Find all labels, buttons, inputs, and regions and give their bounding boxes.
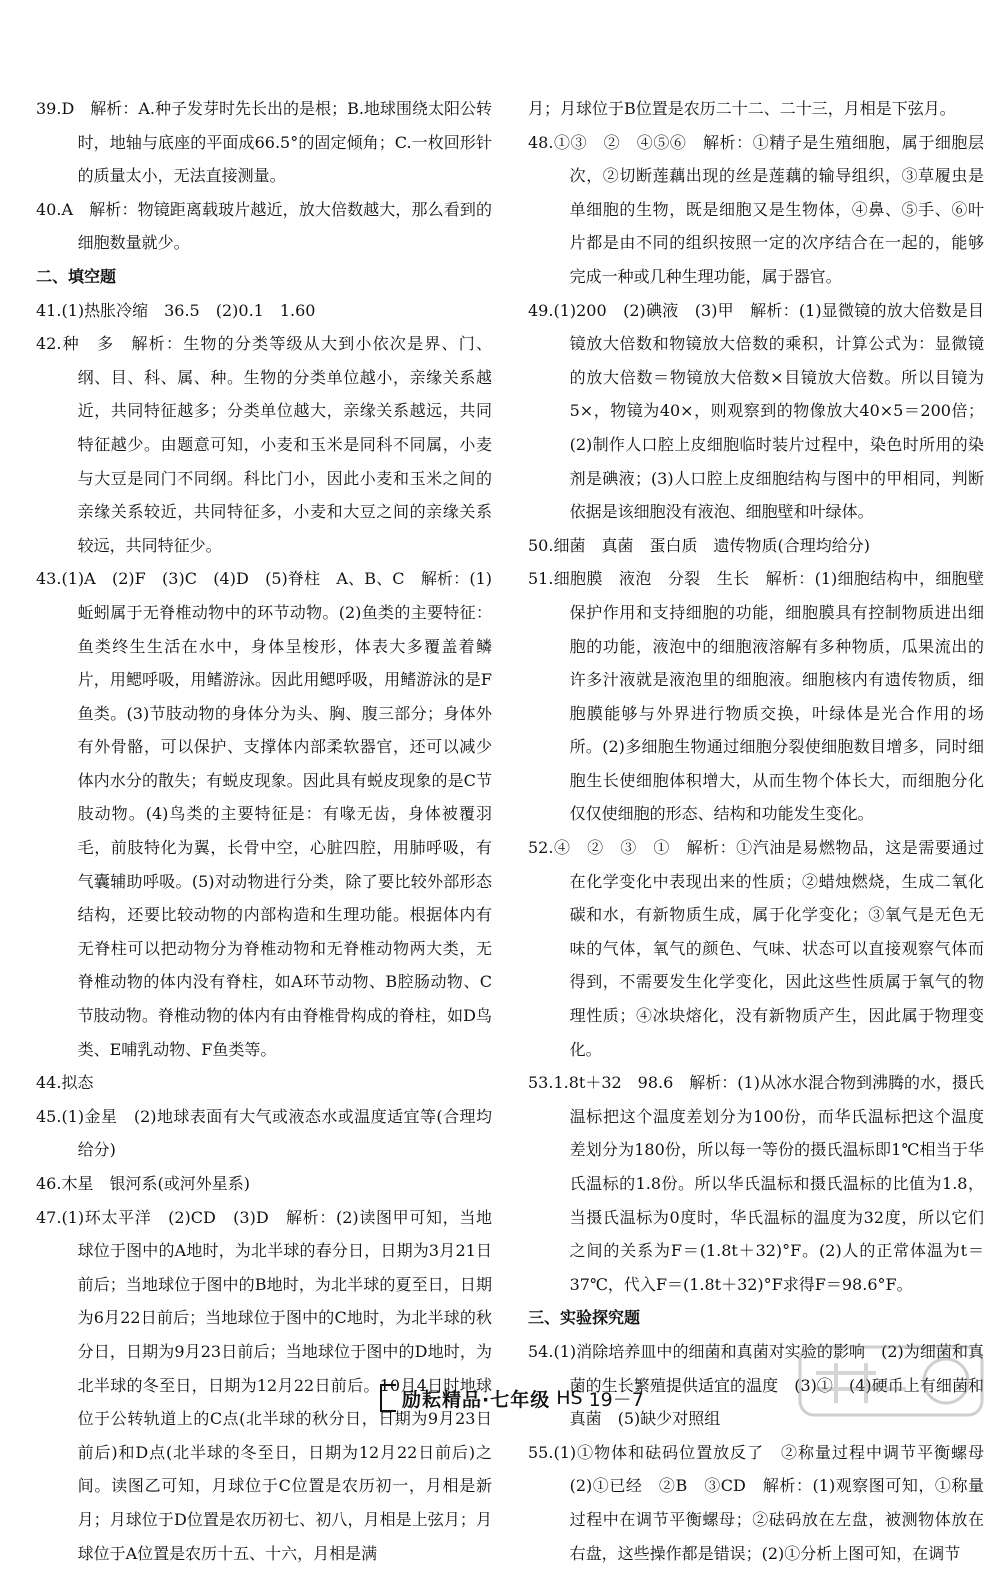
page-footer [380, 1380, 644, 1416]
answer-50: 50.细菌 真菌 蛋白质 遗传物质(合理均给分) [528, 535, 870, 555]
answer-47: 47.(1)环太平洋 (2)CD (3)D 解析：(2)读图甲可知，当地球位于图中的A地时，为北半球的春分日，日期为3月21日前后；当地球位于图中的B地时，为北半球的夏至日，日期为6月22日前后；当地球位于图中的C地时，为北半球的秋分日，日期为9月23日前后；当地球位于图中的D地时，为北半球的冬至日，日期为12月22日前后。10月4日时地球位于公转轨道上的C点(北半球的秋分日，日期为9月23日前后)和D点(北半球的冬至日，日期为12月22日前后)之间。读图乙可知，月球位于C位置是农历初一，月相是新月；月球位于D位置是农历初七、初八，月相是上弦月；月球位于A位置是农历十五、十六，月相是满 [36, 1207, 492, 1563]
answer-48: 48.①③ ② ④⑤⑥ 解析：①精子是生殖细胞，属于细胞层次，②切断莲藕出现的丝是莲藕的输导组织，③草履虫是单细胞的生物，既是细胞又是生物体，④鼻、⑤手、⑥叶片都是由不同的组织按照一定的次序结合在一起的，能够完成一种或几种生理功能，属于器官。 [528, 132, 984, 286]
answer-52: 52.④ ② ③ ① 解析：①汽油是易燃物品，这是需要通过在化学变化中表现出来的性质；②蜡烛燃烧，生成二氧化碳和水，有新物质生成，属于化学变化；③氧气是无色无味的气体，氧气的颜色、气味、状态可以直接观察气体而得到，不需要发生化学变化，因此这些性质属于氧气的物理性质；④冰块熔化，没有新物质产生，因此属于物理变化。 [528, 838, 984, 1059]
answer-43: 43.(1)A (2)F (3)C (4)D (5)脊柱 A、B、C 解析：(1)蚯蚓属于无脊椎动物中的环节动物。(2)鱼类的主要特征：鱼类终生生活在水中，身体呈梭形，体表大多覆盖着鳞片，用鳃呼吸，用鳍游泳。因此用鳃呼吸，用鳍游泳的是F鱼类。(3)节肢动物的身体分为头、胸、腹三部分；身体外有外骨骼，可以保护、支撑体内部柔软器官，还可以减少体内水分的散失；有蜕皮现象。因此具有蜕皮现象的是C节肢动物。(4)鸟类的主要特征是：有喙无齿，身体被覆羽毛，前肢特化为翼，长骨中空，心脏四腔，用肺呼吸，有气囊辅助呼吸。(5)对动物进行分类，除了要比较外部形态结构，还要比较动物的内部构造和生理功能。根据体内有无脊柱可以把动物分为脊椎动物和无脊椎动物两大类，无脊椎动物的体内没有脊柱，如A环节动物、B腔肠动物、C节肢动物。脊椎动物的体内有由脊椎骨构成的脊柱，如D鸟类、E哺乳动物、F鱼类等。 [36, 569, 492, 1059]
answer-41: 41.(1)热胀冷缩 36.5 (2)0.1 1.60 [36, 300, 316, 320]
answer-45: 45.(1)金星 (2)地球表面有大气或液态水或温度适宜等(合理均给分) [36, 1106, 492, 1160]
bracket-logo-icon [380, 1384, 396, 1412]
footer-brand: 励耘精品·七年级 [402, 1388, 551, 1411]
answer-42: 42.种 多 解析：生物的分类等级从大到小依次是界、门、纲、目、科、属、种。生物的分类单位越小，亲缘关系越近，共同特征越多；分类单位越大，亲缘关系越远，共同特征越少。由题意可知，小麦和玉米是同科不同属，小麦与大豆是同门不同纲。科比门小，因此小麦和玉米之间的亲缘关系较近，共同特征多，小麦和大豆之间的亲缘关系较远，共同特征少。 [36, 334, 492, 555]
section-heading-fill-in: 二、填空题 [36, 266, 117, 286]
answer-39: 39.D 解析：A.种子发芽时先长出的是根；B.地球围绕太阳公转时，地轴与底座的平面成66.5°的固定倾角；C.一枚回形针的质量太小，无法直接测量。 [36, 99, 492, 186]
answer-40: 40.A 解析：物镜距离载玻片越近，放大倍数越大，那么看到的细胞数量就少。 [36, 199, 492, 253]
footer-edition: HS [556, 1387, 583, 1409]
answer-53: 53.1.8t＋32 98.6 解析：(1)从冰水混合物到沸腾的水，摄氏温标把这个温度差划分为100份，而华氏温标把这个温度差划分为180份，所以每一等份的摄氏温标即1℃相当于华氏温标的1.8份。所以华氏温标和摄氏温标的比值为1.8，当摄氏温标为0度时，华氏温标的温度为32度，所以它们之间的关系为F＝(1.8t＋32)°F。(2)人的正常体温为t＝37℃，代入F＝(1.8t＋32)°F求得F＝98.6°F。 [528, 1073, 984, 1294]
answer-47-continued: 月；月球位于B位置是农历二十二、二十三，月相是下弦月。 [528, 99, 956, 118]
answer-55: 55.(1)①物体和砝码位置放反了 ②称量过程中调节平衡螺母 (2)①已经 ②B ③CD 解析：(1)观察图可知，①称量过程中在调节平衡螺母；②砝码放在左盘，被测物体放在右盘，这些操作都是错误；(2)①分析上图可知，在调节 [528, 1442, 1000, 1563]
section-heading-experiment: 三、实验探究题 [528, 1308, 641, 1328]
watermark-stamp-icon [796, 1343, 986, 1419]
answer-51: 51.细胞膜 液泡 分裂 生长 解析：(1)细胞结构中，细胞壁保护作用和支持细胞的功能，细胞膜具有控制物质进出细胞的功能，液泡中的细胞液溶解有多种物质，瓜果流出的许多汁液就是液泡里的细胞液。细胞核内有遗传物质，细胞膜能够与外界进行物质交换，叶绿体是光合作用的场所。(2)多细胞生物通过细胞分裂使细胞数目增多，同时细胞生长使细胞体积增大，从而生物个体长大，而细胞分化仅仅使细胞的形态、结构和功能发生变化。 [528, 569, 984, 824]
answer-54: 54.(1)消除培养皿中的细菌和真菌对实验的影响 (2)为细菌和真菌的生长繁殖提供适宜的温度 (3)① (4)硬币上有细菌和真菌 (5)缺少对照组 [528, 1341, 984, 1429]
answer-44: 44.拟态 [36, 1073, 94, 1093]
footer-page-number: 19－7 [588, 1388, 644, 1411]
left-column [36, 92, 492, 1570]
answer-46: 46.木星 银河系(或河外星系) [36, 1174, 250, 1193]
answer-49: 49.(1)200 (2)碘液 (3)甲 解析：(1)显微镜的放大倍数是目镜放大倍数和物镜放大倍数的乘积，计算公式为：显微镜的放大倍数＝物镜放大倍数×目镜放大倍数。所以目镜为5×，物镜为40×，则观察到的物像放大40×5＝200倍；(2)制作人口腔上皮细胞临时装片过程中，染色时所用的染剂是碘液；(3)人口腔上皮细胞结构与图中的甲相同，判断依据是该细胞没有液泡、细胞壁和叶绿体。 [528, 300, 984, 522]
